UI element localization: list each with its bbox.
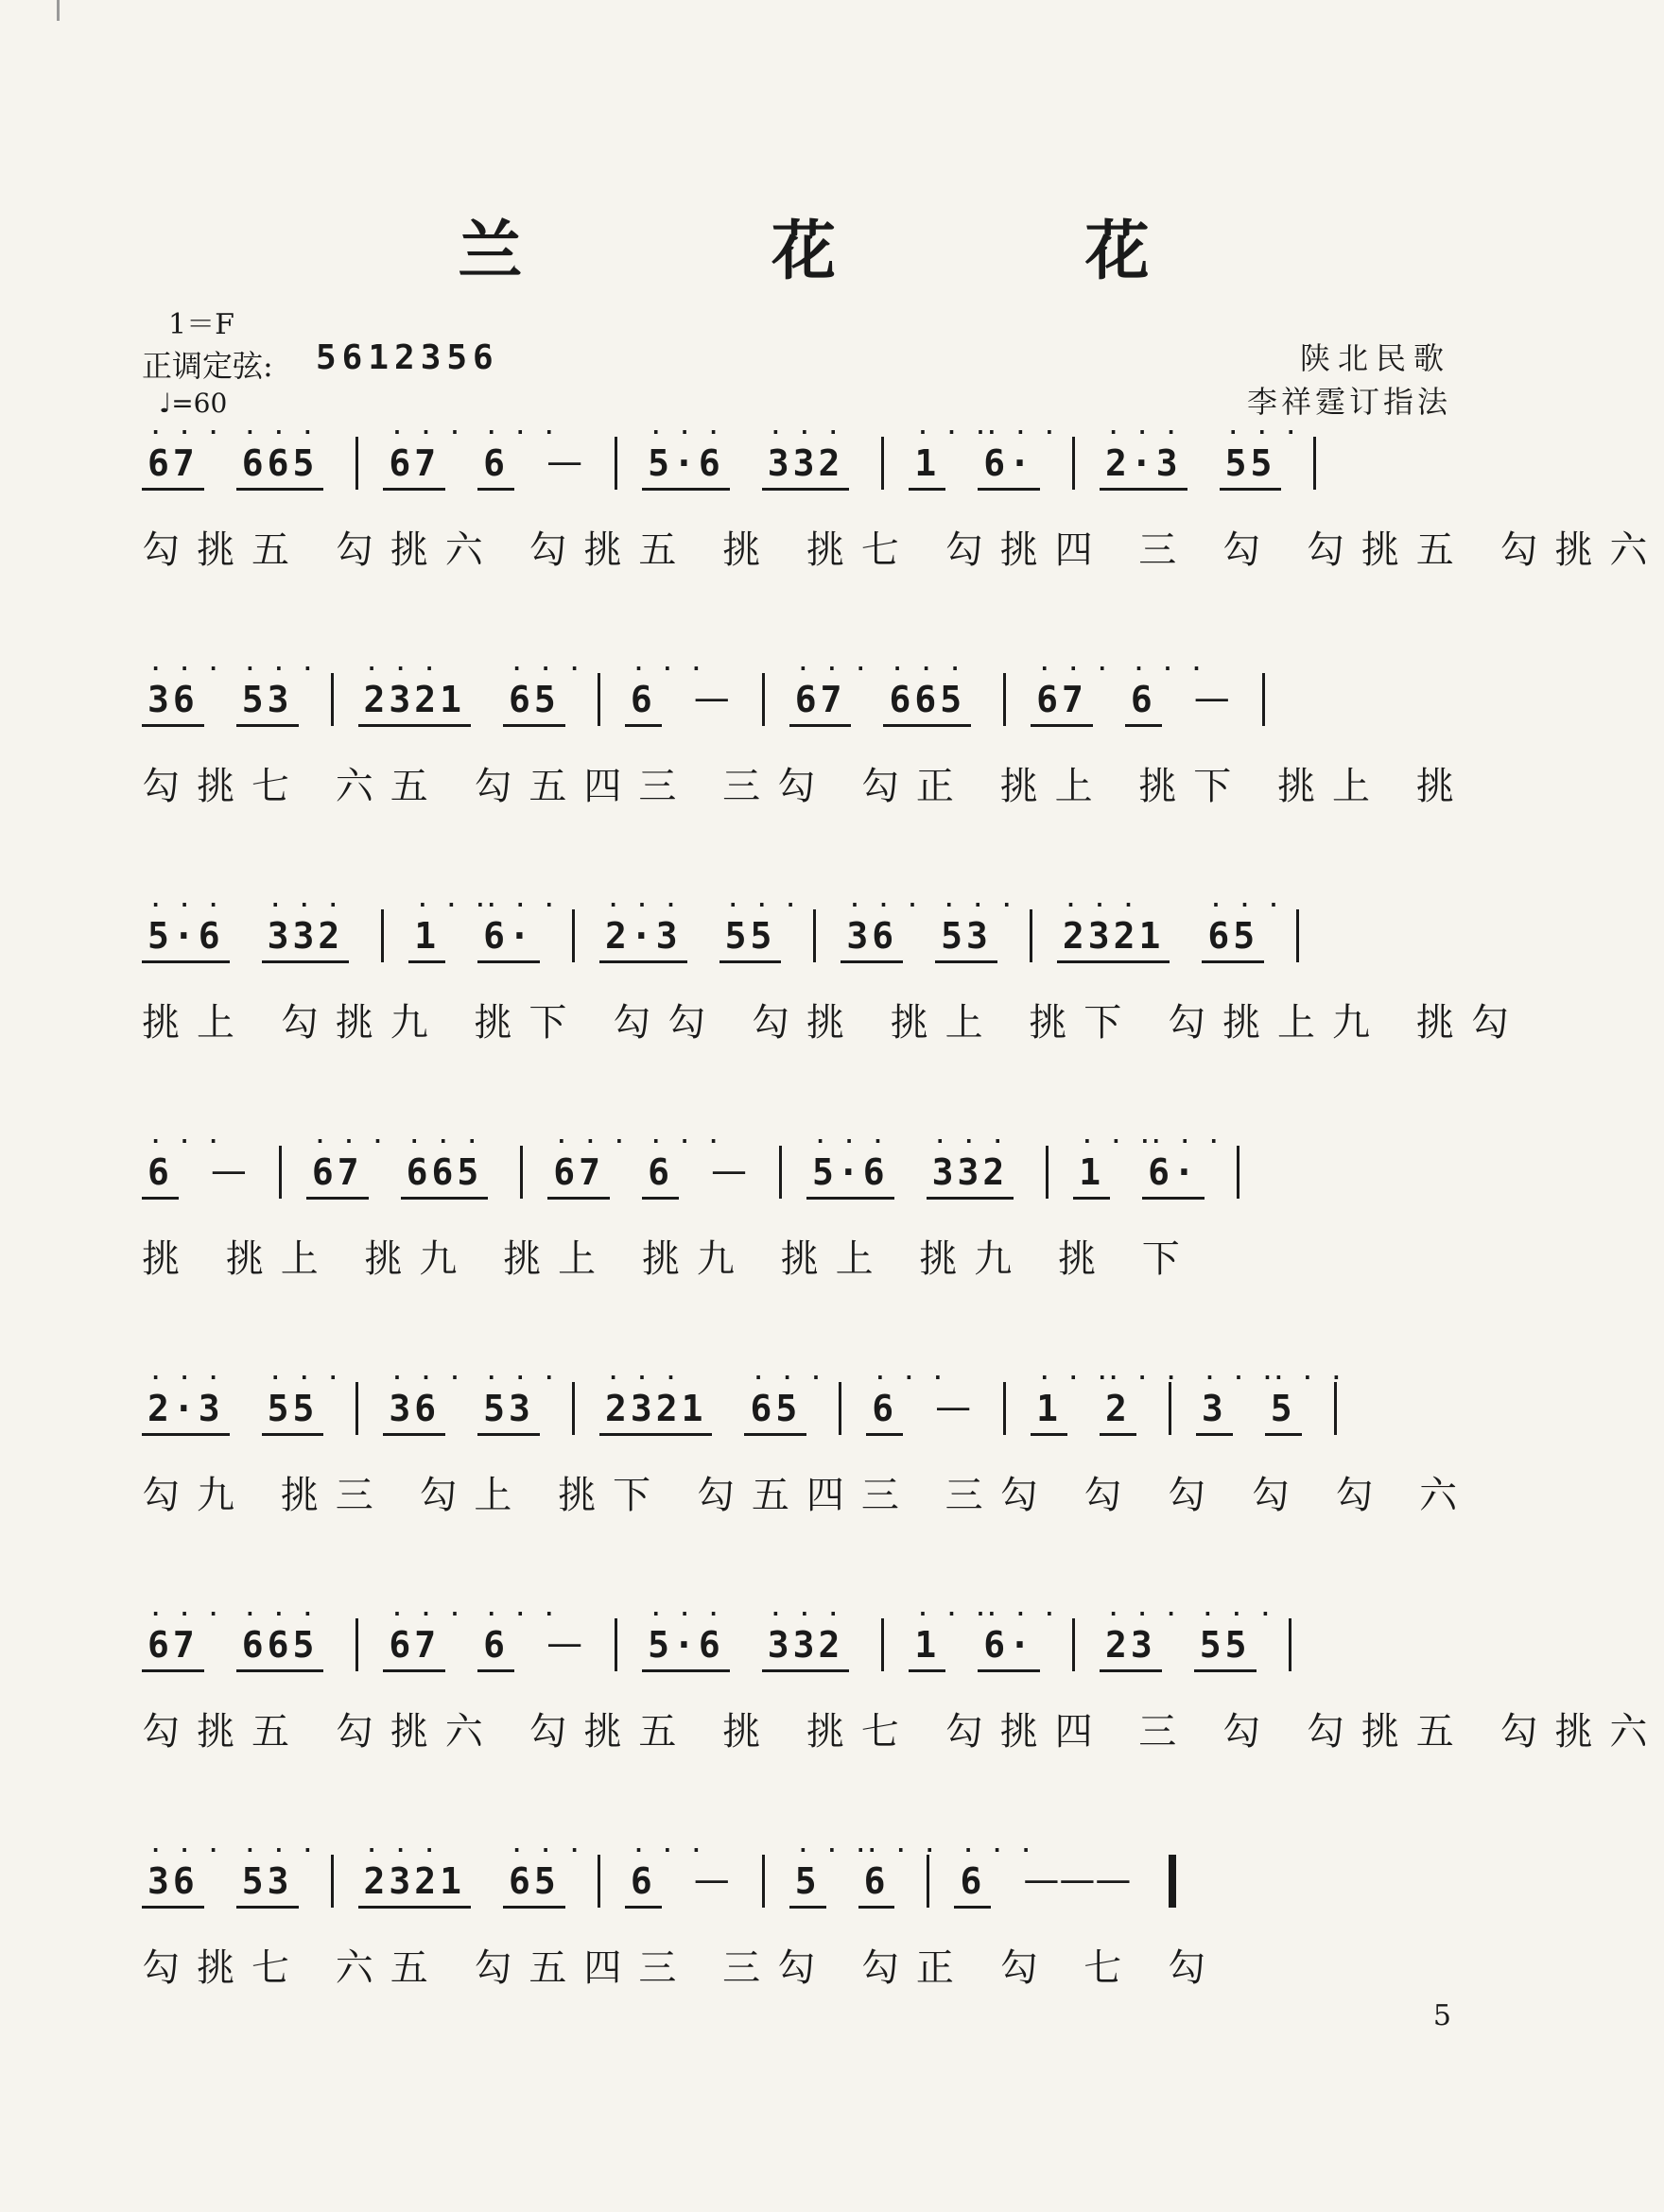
note-group: · · · 5·6 — [642, 1607, 730, 1672]
note-group: · · · 6 — [625, 1843, 662, 1909]
note-group: · · · 67 — [142, 1607, 204, 1672]
note-group: · · · 5·6 — [642, 425, 730, 491]
notation-line — [142, 1134, 1456, 1229]
barline — [381, 909, 384, 962]
barline — [355, 1382, 358, 1435]
note-group: · · · 65 — [744, 1371, 806, 1436]
note-group: · · · 55 — [719, 898, 782, 963]
score-row — [142, 1843, 1456, 2013]
note-group: · · · 67 — [789, 662, 852, 727]
note-group: · · · 1 — [1073, 1134, 1110, 1200]
barline — [598, 1855, 600, 1908]
note-group: · · · 6 — [866, 1371, 903, 1436]
barline — [1046, 1146, 1049, 1199]
barline — [598, 673, 600, 726]
note-group: · · · 6· — [477, 898, 540, 963]
barline — [762, 673, 765, 726]
note-group: · · · 53 — [236, 1843, 299, 1909]
notation-line — [142, 1843, 1456, 1938]
barline — [520, 1146, 523, 1199]
note-group: · · · 2321 — [358, 1843, 472, 1909]
page-title: 兰 花 花 — [458, 214, 1263, 289]
note-group: · · · 6 — [642, 1134, 679, 1200]
barline — [881, 1618, 884, 1671]
note-group: · · · 6 — [477, 1607, 514, 1672]
source-credit: 陕北民歌 — [1299, 340, 1451, 376]
barline — [331, 673, 334, 726]
barline — [615, 1618, 617, 1671]
barline — [572, 909, 575, 962]
barline — [813, 909, 816, 962]
note-group: · · · 6 — [858, 1843, 895, 1909]
note-group: · · · 332 — [762, 1607, 850, 1672]
tablature-line: 勾挑七 六五 勾五四三 三勾 勾正 挑上 挑下 挑上 挑 — [142, 765, 1471, 808]
barline — [779, 1146, 782, 1199]
arranger-credit: 李祥霆订指法 — [1246, 384, 1451, 420]
barline — [1072, 1618, 1075, 1671]
hold-dash: — — [935, 1386, 972, 1427]
score-row — [142, 662, 1471, 832]
tuning-notes: 5612356 — [316, 338, 499, 377]
score-row — [142, 898, 1526, 1068]
note-group: · · · 2321 — [358, 662, 472, 727]
note-group: · · · 2321 — [1057, 898, 1170, 963]
tablature-line: 勾九 挑三 勾上 挑下 勾五四三 三勾 勾 勾 勾 勾 六 — [142, 1474, 1475, 1517]
note-group: · · · 36 — [142, 1843, 204, 1909]
note-group: · · · 332 — [262, 898, 350, 963]
note-group: · · · 5 — [1265, 1371, 1302, 1436]
barline — [279, 1146, 282, 1199]
score-row — [142, 1371, 1475, 1541]
barline — [1289, 1618, 1291, 1671]
barline — [615, 437, 617, 490]
key-signature: 1＝F — [168, 308, 234, 341]
notation-line — [142, 662, 1456, 756]
barline — [1003, 1382, 1006, 1435]
note-group: · · · 2·3 — [142, 1371, 230, 1436]
page-edge-mark — [57, 0, 60, 21]
note-group: · · · 6 — [625, 662, 662, 727]
note-group: · · · 2 — [1100, 1371, 1136, 1436]
final-barline — [1169, 1855, 1176, 1908]
note-group: · · · 36 — [142, 662, 204, 727]
barline — [572, 1382, 575, 1435]
page-number: 5 — [1432, 1999, 1451, 2032]
note-group: · · · 2·3 — [599, 898, 687, 963]
note-group: · · · 53 — [236, 662, 299, 727]
note-group: · · · 6 — [954, 1843, 991, 1909]
note-group: · · · 665 — [883, 662, 971, 727]
hold-dash: — — [693, 1858, 730, 1900]
barline — [1072, 437, 1075, 490]
note-group: · · · 6 — [142, 1134, 179, 1200]
note-group: · · · 67 — [306, 1134, 369, 1200]
note-group: · · · 53 — [935, 898, 997, 963]
note-group: · · · 53 — [477, 1371, 540, 1436]
note-group: · · · 3 — [1196, 1371, 1233, 1436]
note-group: · · · 36 — [383, 1371, 445, 1436]
barline — [839, 1382, 841, 1435]
notation-line — [142, 1371, 1456, 1465]
tuning-label: 正调定弦: — [142, 348, 273, 384]
barline — [1313, 437, 1316, 490]
note-group: · · · 1 — [1031, 1371, 1067, 1436]
note-group: · · · 6 — [1125, 662, 1162, 727]
score-row — [142, 1134, 1456, 1305]
tablature-line: 勾挑五 勾挑六 勾挑五 挑 挑七 勾挑四 三 勾 勾挑五 勾挑六 — [142, 528, 1664, 572]
barline — [762, 1855, 765, 1908]
note-group: · · · 67 — [383, 1607, 445, 1672]
note-group: · · · 36 — [841, 898, 903, 963]
note-group: · · · 55 — [262, 1371, 324, 1436]
note-group: · · · 67 — [547, 1134, 610, 1200]
note-group: · · · 6· — [978, 425, 1040, 491]
note-group: · · · 6· — [978, 1607, 1040, 1672]
note-group: · · · 6 — [477, 425, 514, 491]
note-group: · · · 65 — [1202, 898, 1264, 963]
note-group: · · · 665 — [236, 1607, 324, 1672]
tempo-marking: ♩=60 — [159, 388, 228, 419]
tablature-line: 勾挑七 六五 勾五四三 三勾 勾正 勾 七 勾 — [142, 1946, 1223, 1990]
notation-line — [142, 425, 1456, 520]
note-group: · · · 55 — [1194, 1607, 1257, 1672]
note-group: · · · 5·6 — [142, 898, 230, 963]
tablature-line: 挑上 勾挑九 挑下 勾勾 勾挑 挑上 挑下 勾挑上九 挑勾 — [142, 1001, 1526, 1045]
score-row — [142, 1607, 1664, 1777]
barline — [1003, 673, 1006, 726]
note-group: · · · 5·6 — [806, 1134, 894, 1200]
hold-dash: — — [546, 1622, 583, 1664]
note-group: · · · 1 — [909, 425, 945, 491]
hold-dash: — — [210, 1149, 247, 1191]
note-group: · · · 6· — [1142, 1134, 1205, 1200]
hold-dash: — — [546, 441, 583, 482]
note-group: · · · 2321 — [599, 1371, 713, 1436]
note-group: · · · 5 — [789, 1843, 826, 1909]
note-group: · · · 67 — [383, 425, 445, 491]
barline — [1030, 909, 1032, 962]
note-group: · · · 665 — [401, 1134, 489, 1200]
note-group: · · · 67 — [142, 425, 204, 491]
note-group: · · · 67 — [1031, 662, 1093, 727]
barline — [1237, 1146, 1239, 1199]
barline — [355, 437, 358, 490]
barline — [1262, 673, 1265, 726]
tablature-line: 勾挑五 勾挑六 勾挑五 挑 挑七 勾挑四 三 勾 勾挑五 勾挑六 — [142, 1710, 1664, 1754]
note-group: · · · 332 — [927, 1134, 1014, 1200]
hold-dash: — — [693, 677, 730, 718]
notation-line — [142, 898, 1456, 993]
note-group: · · · 332 — [762, 425, 850, 491]
note-group: · · · 23 — [1100, 1607, 1162, 1672]
hold-dash: ——— — [1023, 1858, 1132, 1900]
hold-dash: — — [710, 1149, 747, 1191]
note-group: · · · 665 — [236, 425, 324, 491]
tablature-line: 挑 挑上 挑九 挑上 挑九 挑上 挑九 挑 下 — [142, 1237, 1197, 1281]
note-group: · · · 1 — [909, 1607, 945, 1672]
note-group: · · · 65 — [503, 662, 565, 727]
barline — [331, 1855, 334, 1908]
barline — [355, 1618, 358, 1671]
notation-line — [142, 1607, 1456, 1702]
note-group: · · · 2·3 — [1100, 425, 1187, 491]
barline — [1296, 909, 1299, 962]
score-row — [142, 425, 1664, 596]
note-group: · · · 1 — [408, 898, 445, 963]
note-group: · · · 55 — [1220, 425, 1282, 491]
note-group: · · · 65 — [503, 1843, 565, 1909]
barline — [881, 437, 884, 490]
hold-dash: — — [1193, 677, 1230, 718]
